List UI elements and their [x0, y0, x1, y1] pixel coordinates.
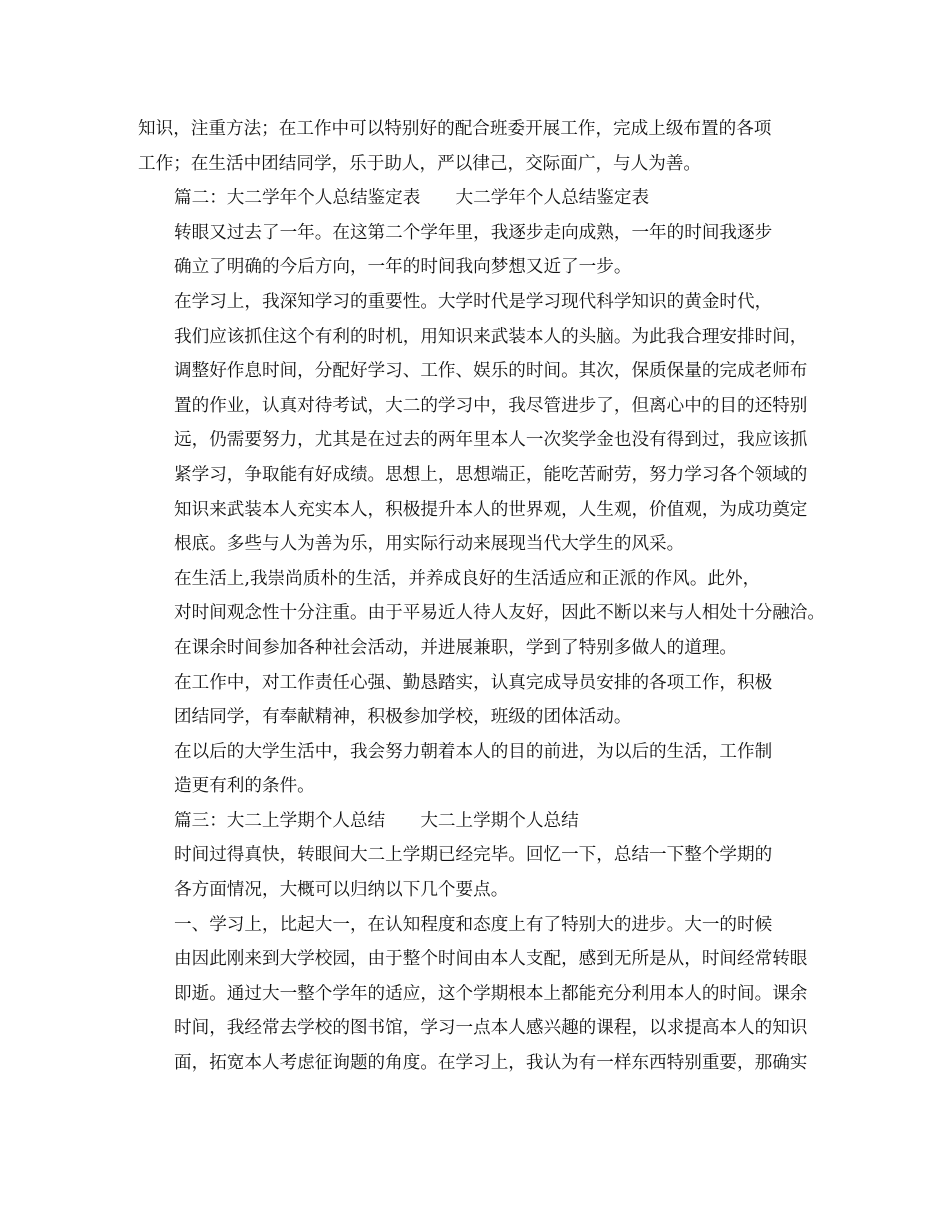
text-line: 确立了明确的今后方向，一年的时间我向梦想又近了一步。 [174, 257, 632, 278]
text-line: 在工作中，对工作责任心强、勤恳踏实，认真完成导员安排的各项工作，积极 [174, 672, 773, 693]
paragraph-intro [138, 216, 828, 285]
text-line: 调整好作息时间，分配好学习、工作、娱乐的时间。其次，保质保量的完成老师布 [174, 361, 808, 382]
text-line: 在以后的大学生活中，我会努力朝着本人的目的前进，为以后的生活，工作制 [174, 741, 773, 762]
text-line: 远，仍需要努力，尤其是在过去的两年里本人一次奖学金也没有得到过，我应该抓 [174, 430, 808, 451]
text-line: 知识，注重方法；在工作中可以特别好的配合班委开展工作，完成上级布置的各项 [138, 119, 772, 139]
text-line: 在课余时间参加各种社会活动，并进展兼职，学到了特别多做人的道理。 [174, 637, 738, 658]
text-line: 置的作业，认真对待考试，大二的学习中，我尽管进步了，但离心中的目的还特别 [174, 395, 808, 416]
text-line: 面，拓宽本人考虑征询题的角度。在学习上，我认为有一样东西特别重要，那确实 [174, 1053, 808, 1074]
text-line: 工作；在生活中团结同学，乐于助人，严以律己，交际面广，与人为善。 [138, 153, 702, 174]
text-line: 篇二：大二学年个人总结鉴定表 大二学年个人总结鉴定表 [174, 188, 650, 209]
text-line: 紧学习，争取能有好成绩。思想上，思想端正，能吃苦耐劳，努力学习各个领域的 [174, 464, 808, 485]
text-line: 对时间观念性十分注重。由于平易近人待人友好，因此不断以来与人相处十分融洽。 [174, 603, 825, 624]
text-line: 知识来武装本人充实本人，积极提升本人的世界观，人生观，价值观，为成功奠定 [174, 499, 808, 520]
text-line: 根底。多些与人为善为乐，用实际行动来展现当代大学生的风采。 [174, 534, 685, 555]
paragraph-life [138, 562, 828, 666]
text-line: 时间，我经常去学校的图书馆，学习一点本人感兴趣的课程，以求提高本人的知识 [174, 1018, 808, 1039]
text-line: 即逝。通过大一整个学年的适应，这个学期根本上都能充分利用本人的时间。课余 [174, 983, 808, 1004]
text-line: 在生活上,我崇尚质朴的生活，并养成良好的生活适应和正派的作风。此外， [174, 568, 761, 589]
text-line: 在学习上，我深知学习的重要性。大学时代是学习现代科学知识的黄金时代， [174, 291, 773, 312]
text-line: 造更有利的条件。 [174, 776, 315, 797]
paragraph-study [138, 285, 828, 562]
text-line: 由因此刚来到大学校园，由于整个时间由本人支配，感到无所是从，时间经常转眼 [174, 949, 808, 970]
paragraph-work [138, 666, 828, 735]
document-page [138, 112, 828, 1081]
text-line: 时间过得真快，转眼间大二上学期已经完毕。回忆一下，总结一下整个学期的 [174, 845, 773, 866]
text-line: 我们应该抓住这个有利的时机，用知识来武装本人的头脑。为此我合理安排时间， [174, 326, 808, 347]
text-line: 篇三：大二上学期个人总结 大二上学期个人总结 [174, 810, 579, 831]
paragraph-point-one-study [138, 908, 828, 1081]
paragraph-continuation [138, 112, 828, 181]
text-line: 转眼又过去了一年。在这第二个学年里，我逐步走向成熟，一年的时间我逐步 [174, 222, 773, 243]
section-heading-part-three [138, 804, 828, 839]
paragraph-future [138, 735, 828, 804]
text-line: 一、学习上，比起大一，在认知程度和态度上有了特别大的进步。大一的时候 [174, 914, 773, 935]
section-heading-part-two [138, 181, 828, 216]
text-line: 各方面情况，大概可以归纳以下几个要点。 [174, 880, 509, 901]
text-line: 团结同学，有奉献精神，积极参加学校，班级的团体活动。 [174, 707, 632, 728]
paragraph-semester-intro [138, 838, 828, 907]
